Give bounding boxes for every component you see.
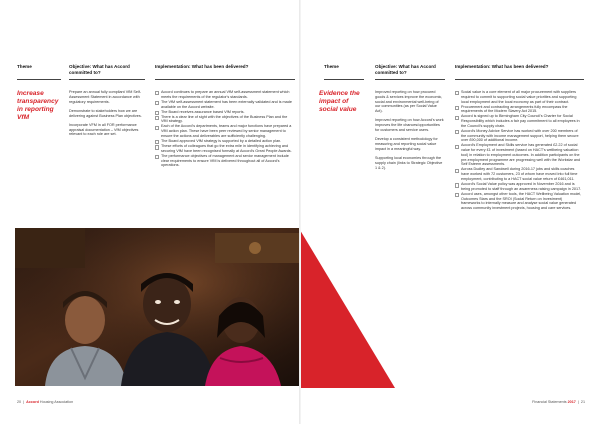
right-theme-rule (324, 79, 364, 80)
left-objective-rule (69, 79, 145, 80)
implementation-item: The Board receives assurance based VfM reports. (155, 110, 293, 115)
implementation-item: Social value is a core element of all major procurement with suppliers required to commit to supporting social value priorities and supporting local employment and the local economy as part of their contract. (455, 90, 582, 104)
right-objective-rule (375, 79, 445, 80)
left-implementation-header: Implementation: What has been delivered? (155, 64, 249, 69)
implementation-item: Each of the Accord's departments, teams and major functions have prepared a VfM action plan. These have been peer reviewed by senior management to ensure the actions and deliverables are sufficiently challenging. (155, 124, 293, 138)
objective-paragraph: Develop a consistent methodology for measuring and reporting social value impact in a meaningful way. (375, 137, 438, 151)
implementation-item: The VfM self-assessment statement has been externally validated and is made available on the Accord website. (155, 100, 293, 110)
implementation-item: Accord continues to prepare an annual VfM self-assessment statement which meets the requirements of the regulator's standards. (155, 90, 293, 100)
implementation-item: Accord's Social Value policy was approved in November 2016 and is being promoted to staff through an awareness raising campaign in 2017. (455, 182, 582, 192)
implementation-item: The Board approved VfM strategy is supported by a detailed action plan. (155, 139, 293, 144)
right-implementation-header: Implementation: What has been delivered? (455, 64, 549, 69)
implementation-item: The performance objectives of management and senior management include clear requirements to ensure VfM is delivered throughout all of Accord's operations. (155, 154, 293, 168)
implementation-item: Accord uses, amongst other tools, the HACT Wellbeing Valuation model, Outcomes Stars and the SROI (Social Return on Investment) frameworks to internally measure and analyse social value generated across community investment projects, housing and care services. (455, 192, 582, 211)
objective-paragraph: Incorporate VFM in all FOR performance appraisal documentation – VfM objectives relevant to each role are set. (69, 122, 139, 137)
left-implementation-list (155, 90, 293, 168)
objective-paragraph: Improved reporting on how Accord's work improves the life chances/opportunities for customers and service users. (375, 118, 444, 132)
page-gutter (299, 0, 301, 424)
objective-paragraph: Prepare an annual fully compliant VfM Self-Assessment Statement in accordance with regulatory requirements. (69, 90, 142, 104)
objective-paragraph: Supporting local economies through the supply chain (links to Strategic Objective 1 & 2). (375, 156, 443, 170)
objective-paragraph: Improved reporting on how procured goods & services improve the economic, social and environmental well-being of our communities (as per Social Value Act). (375, 90, 443, 113)
implementation-item: Across Dudley and Sandwell during 2016-17 jobs and skills coaches have worked with 72 customers, 23 of whom have moved into full time employment, contributing to a HACT social value return of £461,011. (455, 167, 582, 181)
red-triangle-graphic (300, 230, 400, 390)
objective-paragraph: Demonstrate to stakeholders how we are delivering against Business Plan objectives. (69, 108, 142, 118)
right-implementation-list (455, 90, 582, 211)
implementation-item: Procurement and contracting arrangements fully encompass the requirements of the Modern Slavery Act 2015. (455, 105, 582, 115)
implementation-item: Accord's Money Advice Service has worked with over 200 members of the community with income management support, helping them secure over £90,000 of additional income. (455, 129, 582, 143)
implementation-item: Accord's Employment and Skills service has generated £2.22 of social value for every £1 of investment (based on HACT's wellbeing valuation tool) in relation to employment outcomes. In addition participants on the pre-employment programme are progressing well with the Workstar and Self Esteem assessments. (455, 143, 582, 167)
left-theme-title: Increase transparency in reporting VfM (17, 90, 59, 122)
left-theme-rule (17, 79, 61, 80)
footer-publication: Financial Statements (532, 400, 567, 404)
implementation-item: Accord is signed up to Birmingham City Council's Charter for Social Responsibility which includes a fair pay commitment to all employees in the Council's supply chain. (455, 114, 582, 128)
left-objective-text (69, 90, 144, 142)
footer-year: 2017 (567, 400, 576, 404)
footer-org: Housing Association (39, 400, 74, 404)
left-objective-header: Objective: What has Accord committed to? (69, 64, 130, 75)
right-footer: Financial Statements 2017 | 21 (532, 400, 585, 404)
right-objective-text (375, 90, 445, 175)
left-footer: 20 | Accord Housing Association (17, 400, 74, 404)
implementation-item: There is a clear line of sight with the objectives of the Business Plan and the VfM strategy. (155, 115, 293, 125)
implementation-item: These efforts of colleagues that go the extra mile in identifying achieving and securing VfM have been recognised formally at Accord's Great People Awards. (155, 144, 293, 154)
footer-brand: Accord (26, 400, 39, 404)
right-theme-header: Theme (324, 64, 339, 69)
right-page-number: 21 (580, 400, 585, 404)
left-implementation-rule (155, 79, 295, 80)
community-photo (15, 228, 299, 386)
right-implementation-rule (455, 79, 584, 80)
right-objective-header: Objective: What has Accord committed to? (375, 64, 436, 75)
left-page-number: 20 (17, 400, 22, 404)
right-theme-title: Evidence the impact of social value (319, 90, 360, 114)
left-theme-header: Theme (17, 64, 32, 69)
